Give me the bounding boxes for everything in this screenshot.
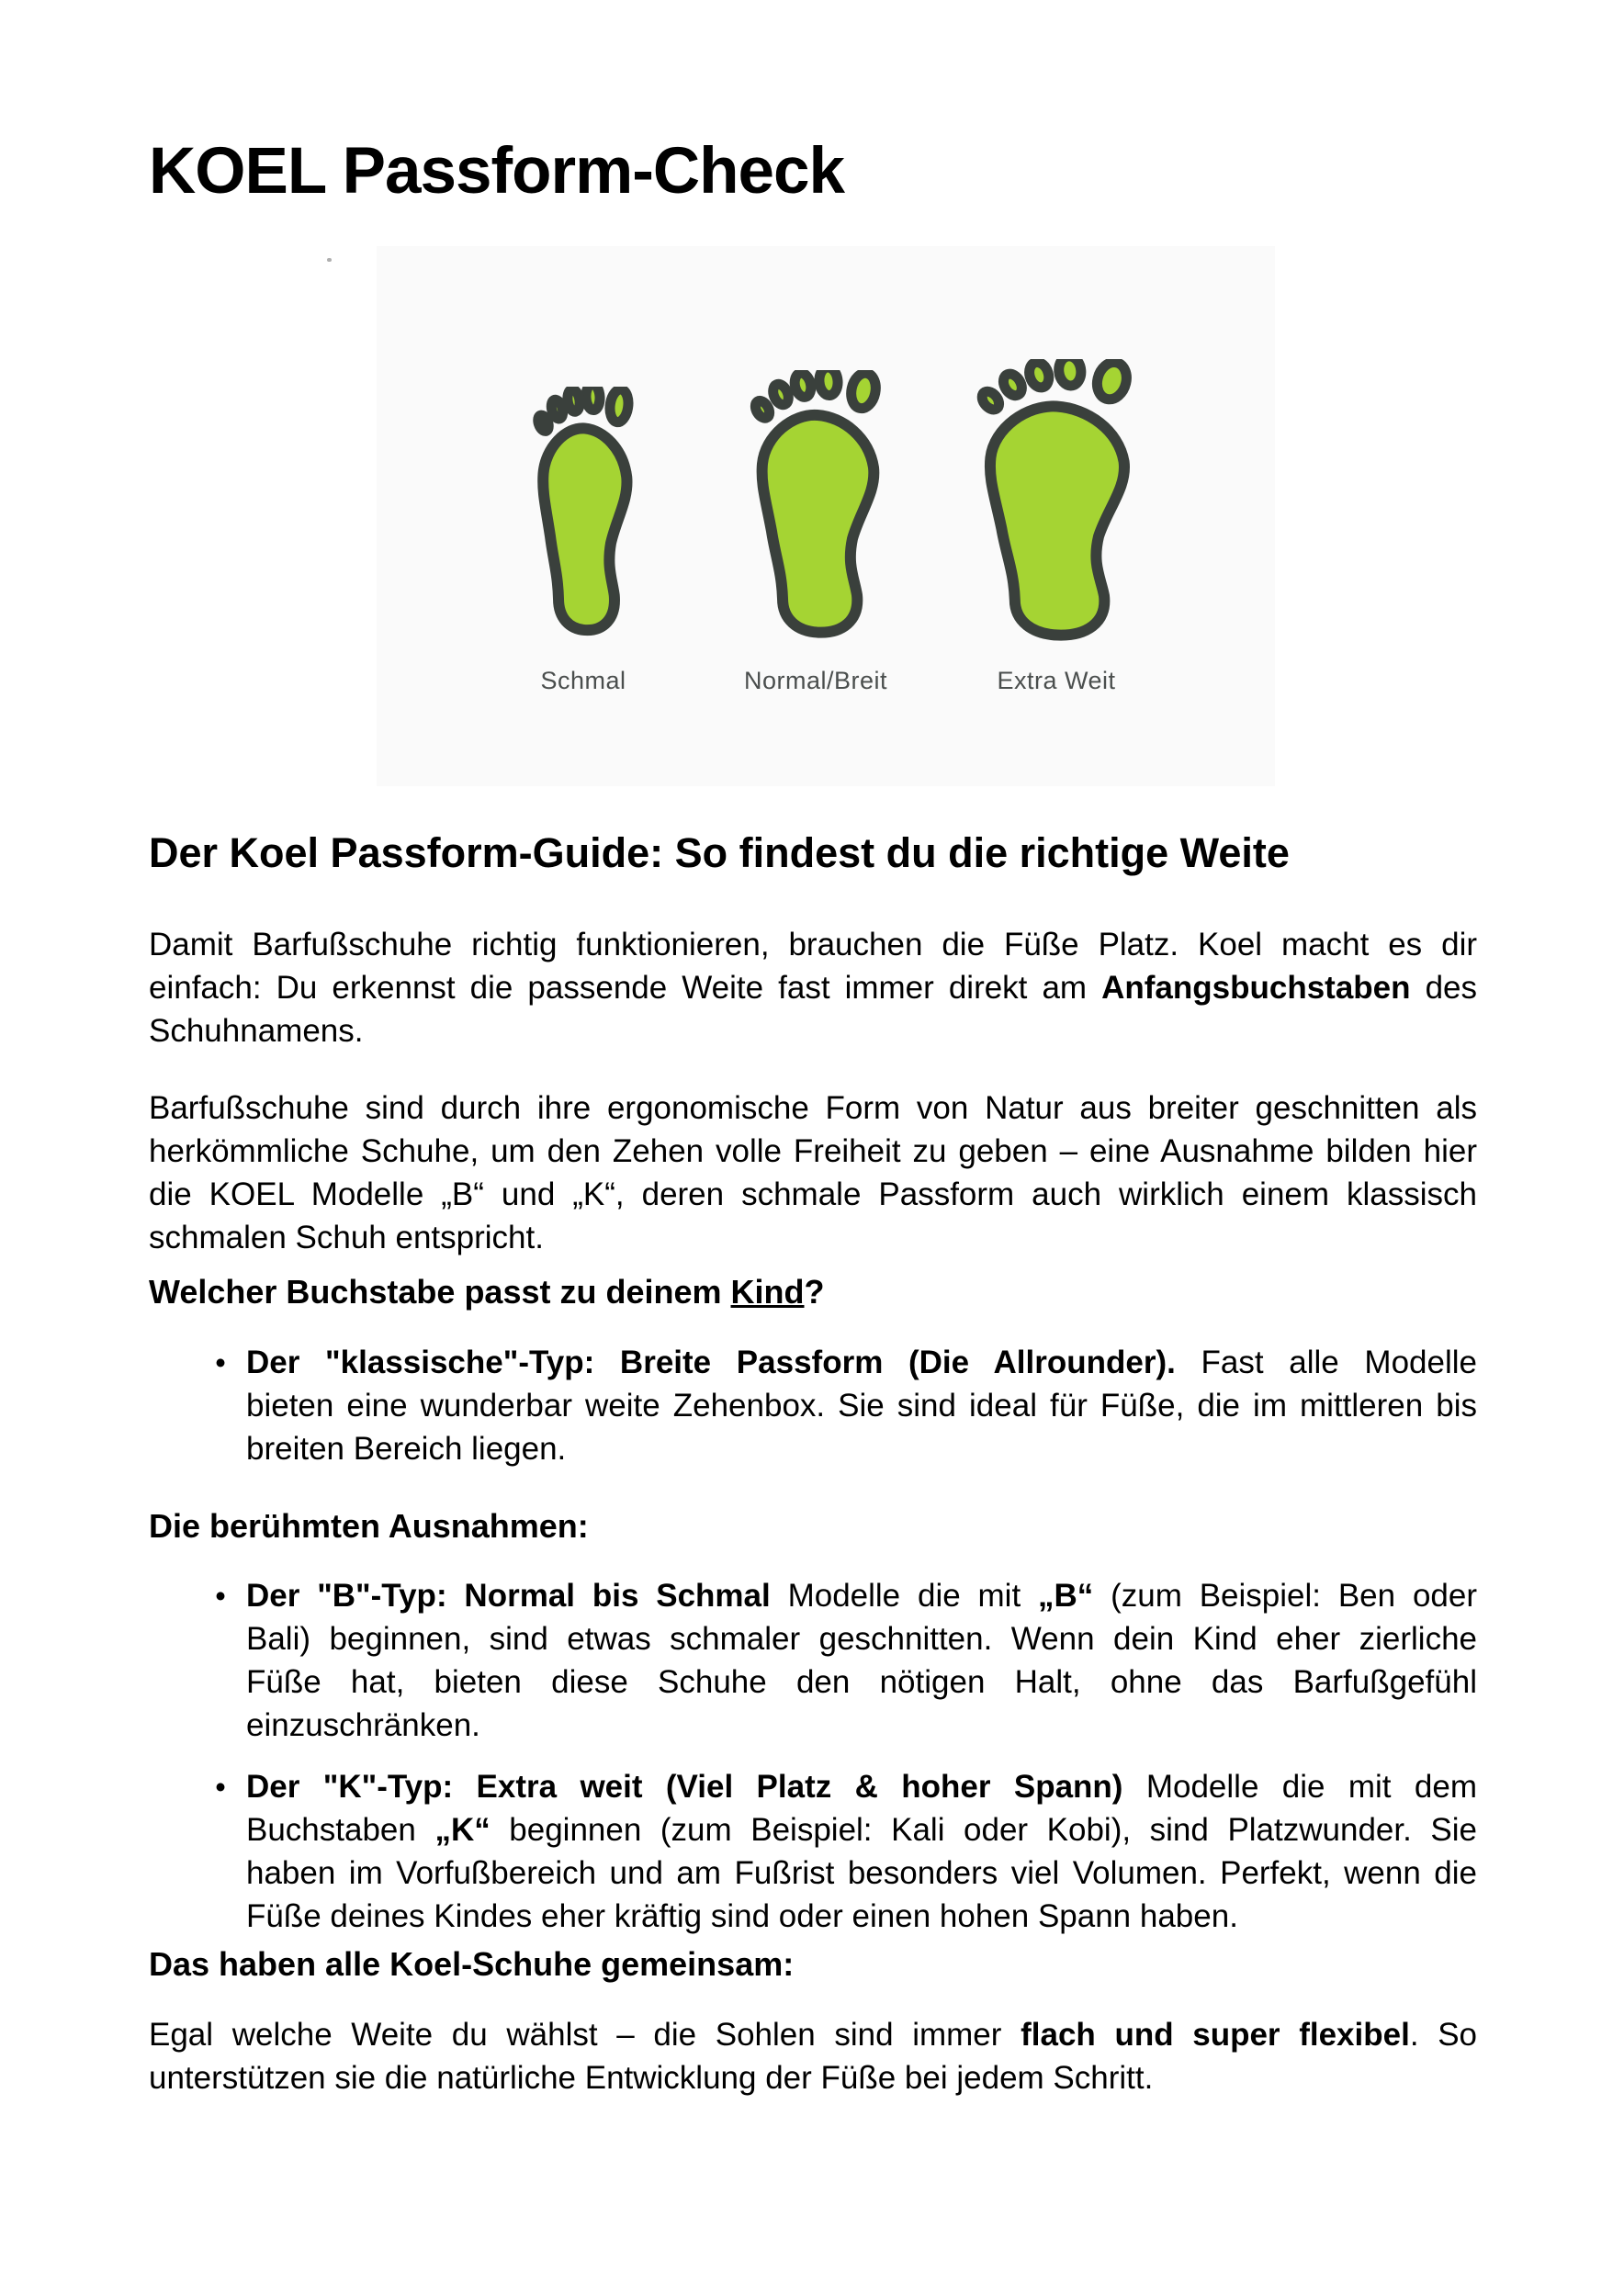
heading-welcher-buchstabe: Welcher Buchstabe passt zu deinem Kind? — [149, 1273, 825, 1311]
footprint-schmal-graphic — [514, 387, 652, 647]
list-item-k-typ — [149, 1765, 1477, 1938]
bullet-icon: • — [215, 1770, 226, 1804]
bullet-icon: • — [215, 1579, 226, 1613]
heading-ausnahmen: Die berühmten Ausnahmen: — [149, 1507, 589, 1545]
foot-label-normal-breit: Normal/Breit — [743, 667, 888, 694]
foot-label-extra-weit: Extra Weit — [997, 667, 1116, 694]
list-item-b-typ — [149, 1574, 1477, 1747]
foot-label-schmal: Schmal — [540, 667, 626, 694]
list-item-text: Der "klassische"-Typ: Breite Passform (Die Allrounder). Fast alle Modelle bieten eine wunderbar weite Zehenbox. Sie sind ideal für Füße, die im mittleren bis breiten Bereich liegen. — [246, 1345, 1477, 1467]
paragraph-sohlen: Egal welche Weite du wählst – die Sohlen sind immer flach und super flexibel. So unterstützen sie die natürliche Entwicklung der Füße bei jedem Schritt. — [149, 2017, 1478, 2096]
paragraph-ergonomic: Barfußschuhe sind durch ihre ergonomische Form von Natur aus breiter geschnitten als herkömmliche Schuhe, um den Zehen volle Freiheit zu geben – eine Ausnahme bilden hier die KOEL Modelle „B“ und „K“, deren schmale Passform auch wirklich einem klassisch schmalen Schuh entspricht. — [149, 1090, 1477, 1255]
footprint-normal-breit-graphic — [724, 370, 908, 651]
list-item-text: Der "B"-Typ: Normal bis Schmal Modelle die mit „B“ (zum Beispiel: Ben oder Bali) beginnen, sind etwas schmaler geschnitten. Wenn dein Kind eher zierliche Füße hat, bieten diese Schuhe den nötigen Halt, ohne das Barfußgefühl einzuschränken. — [246, 1578, 1477, 1743]
image-artifact-dot — [327, 258, 332, 262]
paragraph-intro: Damit Barfußschuhe richtig funktionieren, brauchen die Füße Platz. Koel macht es dir einfach: Du erkennst die passende Weite fast immer direkt am Anfangsbuchstaben des Schuhnamens. — [149, 927, 1477, 1049]
document-title: KOEL Passform-Check — [149, 135, 845, 208]
list-item-klassische-typ — [149, 1341, 1477, 1470]
footprint-extra-weit-graphic — [944, 359, 1165, 655]
list-item-text: Der "K"-Typ: Extra weit (Viel Platz & hoher Spann) Modelle die mit dem Buchstaben „K“ beginnen (zum Beispiel: Kali oder Kobi), sind Platzwunder. Sie haben im Vorfußbereich und am Fußrist besonders viel Volumen. Perfekt, wenn die Füße deines Kindes eher kräftig sind oder einen hohen Spann haben. — [246, 1769, 1477, 1934]
heading-gemeinsam: Das haben alle Koel-Schuhe gemeinsam: — [149, 1945, 795, 1983]
section-heading: Der Koel Passform-Guide: So findest du die richtige Weite — [149, 829, 1290, 876]
bullet-icon: • — [215, 1345, 226, 1379]
footprint-figure — [377, 246, 1275, 786]
